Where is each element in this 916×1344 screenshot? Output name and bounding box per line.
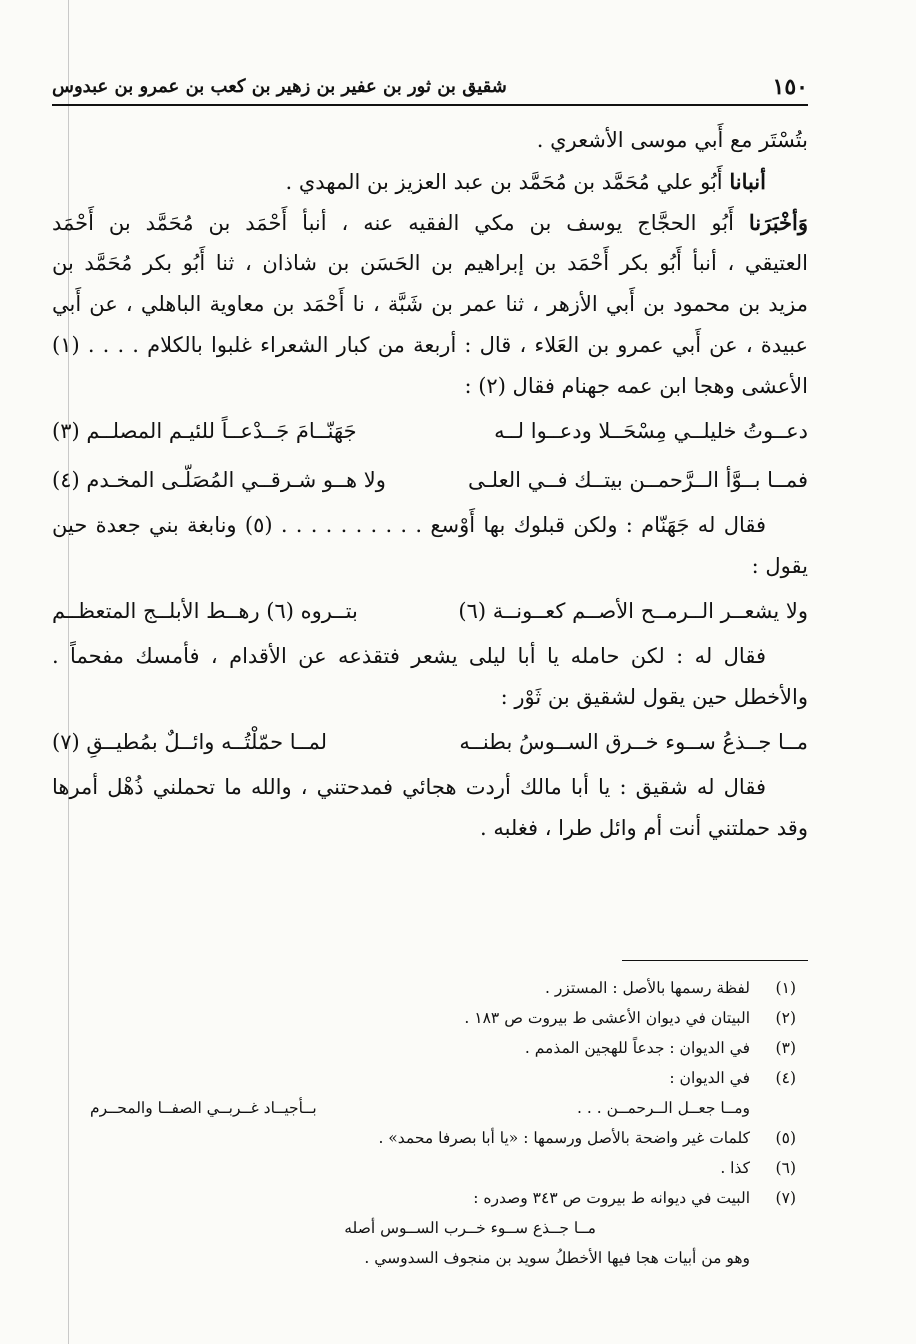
footnote-text: كذا . bbox=[720, 1159, 750, 1177]
footnote-text: كلمات غير واضحة بالأصل ورسمها : «يا أبا بصرفا محمد» . bbox=[378, 1129, 750, 1147]
footnote-number: (٢) bbox=[775, 1009, 796, 1027]
verse-second-hemistich: بــأجيــاد غــربــي الصفــا والمحــرم bbox=[90, 1099, 317, 1117]
text-line bbox=[52, 202, 808, 243]
chain-keyword: وَأخْبَرَنا bbox=[748, 210, 808, 235]
footnote-verse bbox=[90, 1213, 796, 1243]
verse-line bbox=[52, 407, 808, 456]
footnote-number: (١) bbox=[775, 979, 796, 997]
text-line: الأعشى وهجا ابن عمه جهنام فقال (٢) : bbox=[464, 374, 808, 398]
footnote-continuation: وهو من أبيات هجا فيها الأخطلُ سويد بن منجوف السدوسي . bbox=[364, 1249, 750, 1267]
footnote bbox=[90, 1183, 796, 1213]
header-rule bbox=[52, 104, 808, 106]
verse-first-hemistich: مــا جــذعُ ســوء خــرق الســوسُ بطنــه bbox=[459, 730, 808, 754]
page-header bbox=[52, 74, 808, 102]
footnote bbox=[90, 973, 796, 1003]
text-line: فقال له : لكن حامله يا أبا ليلى يشعر فتقذعه عن الأقدام ، فأمسك مفحماً . bbox=[52, 644, 766, 668]
text-run: أَبُو الحجَّاج يوسف بن مكي الفقيه عنه ، أنبأ أَحْمَد بن مُحَمَّد بن أَحْمَد bbox=[52, 211, 749, 235]
chain-keyword: أنبانا bbox=[729, 169, 766, 194]
verse-second-hemistich: جَهَنّــامَ جَــدْعــاً للئيـم المصلــم (٣) bbox=[52, 419, 357, 443]
verse-first-hemistich: فمــا بــوَّأ الــرَّحمــن بيتــك فــي العلـى bbox=[468, 468, 808, 492]
text-line: فقال له شقيق : يا أبا مالك أردت هجائي فمدحتني ، والله ما تحملني ذُهْل أمرها bbox=[52, 775, 766, 799]
footnote-rule bbox=[622, 960, 808, 961]
verse-first-hemistich: دعــوتُ خليلــي مِسْحَــلا ودعــوا لــه bbox=[494, 419, 808, 443]
verse-first-hemistich: ولا يشعــر الــرمــح الأصــم كعــونــة (٦) bbox=[458, 599, 808, 623]
footnote-number: (٧) bbox=[775, 1189, 796, 1207]
footnote-text: في الديوان : bbox=[669, 1069, 750, 1087]
text-line: بتُسْتَر مع أَبي موسى الأشعري . bbox=[536, 128, 808, 152]
footnote-number: (٥) bbox=[775, 1129, 796, 1147]
text-line: العتيقي ، أنبأ أَبُو بكر أَحْمَد بن إبراهيم بن الحَسَن بن شاذان ، ثنا أَبُو بكر مُحَمَّد بن bbox=[52, 251, 808, 275]
text-line: وقد حملتني أنت أم وائل طرا ، فغلبه . bbox=[479, 816, 808, 840]
footnote-text: في الديوان : جدعاً للهجين المذمم . bbox=[524, 1039, 750, 1057]
footnote-number: (٦) bbox=[775, 1159, 796, 1177]
verse-first-hemistich: ومــا جعــل الــرحمــن . . . bbox=[577, 1099, 750, 1117]
footnote bbox=[90, 1033, 796, 1063]
footnote-text: البيتان في ديوان الأعشى ط بيروت ص ١٨٣ . bbox=[464, 1009, 750, 1027]
main-text bbox=[52, 120, 808, 849]
footnote bbox=[90, 1153, 796, 1183]
footnote bbox=[90, 1063, 796, 1093]
verse-line bbox=[52, 718, 808, 767]
footnotes bbox=[90, 973, 796, 1273]
running-title: شقيق بن ثور بن عفير بن زهير بن كعب بن عمرو بن عبدوس bbox=[52, 76, 507, 97]
page-number: ١٥٠ bbox=[772, 74, 808, 100]
verse-second-hemistich: لمــا حمّلْتُــه وائــلٌ بمُطيــقِ (٧) bbox=[52, 730, 327, 754]
footnote-text: لفظة رسمها بالأصل : المستزر . bbox=[545, 979, 750, 997]
text-line: والأخطل حين يقول لشقيق بن ثَوْر : bbox=[500, 685, 808, 709]
verse-line bbox=[52, 456, 808, 505]
verse-first-hemistich: مــا جــذع ســوء خــرب الســوس أصله bbox=[344, 1219, 596, 1237]
footnote-number: (٤) bbox=[775, 1069, 796, 1087]
verse-line bbox=[52, 587, 808, 636]
footnote-verse bbox=[90, 1093, 796, 1123]
text-run: أَبُو علي مُحَمَّد بن مُحَمَّد بن عبد العزيز بن المهدي . bbox=[285, 170, 730, 194]
verse-second-hemistich: ولا هــو شـرقــي المُصَلّـى المخـدم (٤) bbox=[52, 468, 386, 492]
footnote-text: البيت في ديوانه ط بيروت ص ٣٤٣ وصدره : bbox=[473, 1189, 750, 1207]
verse-second-hemistich: بتــروه (٦) رهــط الأبلــج المتعظــم bbox=[52, 599, 358, 623]
footnote bbox=[90, 1003, 796, 1033]
text-line: فقال له جَهَنّام : ولكن قبلوك بها أَوْسع . . . . . . . . . . (٥) ونابغة بني جعدة حين bbox=[52, 513, 767, 537]
text-line: يقول : bbox=[751, 554, 808, 578]
footnote-number: (٣) bbox=[775, 1039, 796, 1057]
text-line: مزيد بن محمود بن أَبي الأزهر ، ثنا عمر بن شَبَّة ، نا أَحْمَد بن معاوية الباهلي ، عن أَبي bbox=[52, 292, 808, 316]
text-line bbox=[52, 161, 808, 202]
text-line: عبيدة ، عن أَبي عمرو بن العَلاء ، قال : أربعة من كبار الشعراء غلبوا بالكلام . . . . (١) bbox=[52, 333, 808, 357]
footnote bbox=[90, 1123, 796, 1153]
